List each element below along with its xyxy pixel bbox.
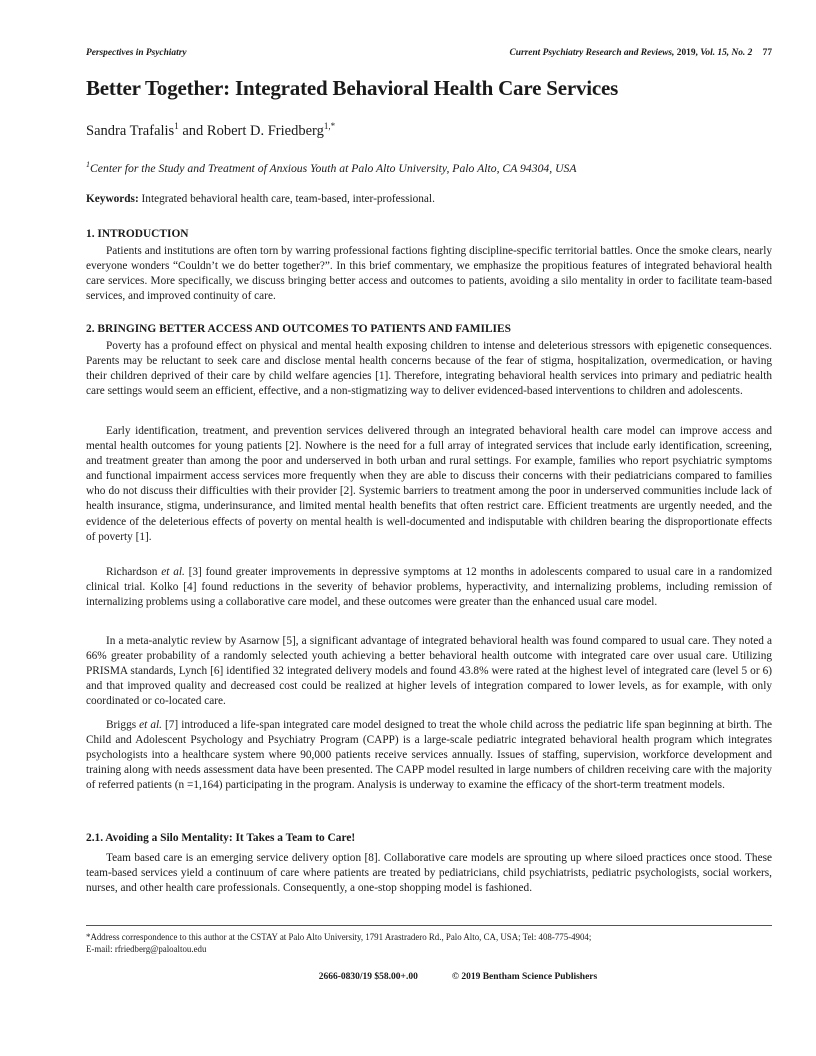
page-number: 77 [762,48,772,58]
author-name: Robert D. Friedberg [206,122,324,139]
paragraph-text: Richardson [106,566,162,578]
running-header [86,48,772,62]
affiliation [86,160,577,175]
author-list [86,121,335,140]
correspondence-footnote [86,931,772,955]
paragraph: In a meta-analytic review by Asarnow [5], a significant advantage of integrated behavioral health was found compared to usual care. They noted a 66% greater probability of a randomly selected youth achieving a better behavioral health outcome with integrated care over usual care. Utilizing PRISMA standards, Lynch [6] identified 32 integrated delivery models and found 43.8% were rated at the highest level of integrated care (level 5 or 6) and that improved quality and decreased cost could be realized at higher levels of integration compared to lower levels, as for example, with only coordinated or co-located care. [86,635,772,708]
author-affiliation-marker: 1,* [323,121,336,131]
paragraph-text: [3] found greater improvements in depressive symptoms at 12 months in adolescents compared to usual care in a randomized clinical trial. Kolko [4] found reductions in the severity of behavior problems, hyperactivity, and internalizing problems, including remission of internalizing problems using a collaborative care model, and these outcomes were greater than the enhanced usual care model. [86,566,772,609]
journal-volume: Vol. 15, No. 2 [700,48,753,58]
paragraph [86,718,772,793]
paragraph: Poverty has a profound effect on physical and mental health exposing children to intense and deleterious stressors with epigenetic consequences. Parents may be reluctant to seek care and disclose mental health concerns because of the fear of stigma, hospitalization, overmedication, or having their children deprived of their care by child welfare agencies [1]. Therefore, integrating behavioral health services into primary and pediatric health care settings would seem an efficient, effective, and a non-stigmatizing way to deliver evidenced-based interventions to children and adolescents. [86,340,772,398]
paragraph: Patients and institutions are often torn by warring professional factions fighting discipline-specific territorial battles. Once the smoke clears, nearly everyone wonders “Couldn’t we do better together?”. In this brief commentary, we emphasize the propitious features of integrated behavioral health care services. More specifically, we discuss bringing better access and outcomes to patients, avoiding a silo mentality in order to facilitate team-based services, and improved continuity of care. [86,245,772,303]
et-al: et al. [139,719,162,731]
paragraph-text: [7] introduced a life-span integrated care model designed to treat the whole child across the pediatric life span beginning at birth. The Child and Adolescent Psychology and Psychiatry Program (CAPP) is a large-scale pediatric integrated behavioral health program which integrates psychologists into a healthcare system where 90,000 patients receive services annually. Issues of staffing, supervision, workforce development and training along with needs assessment data have been presented. The CAPP model resulted in large numbers of children receiving care with the majority of referred patients (n =1,164) participating in the program. Analysis is underway to examine the efficacy of the short-term treatment models. [86,719,773,792]
keywords-text: Integrated behavioral health care, team-based, inter-professional. [138,193,435,205]
issn-price: 2666-0830/19 $58.00+.00 [318,972,418,982]
author-affiliation-marker: 1 [174,121,179,131]
author-connector: and [178,122,207,139]
journal-year: 2019, [676,48,698,58]
paragraph: Team based care is an emerging service delivery option [8]. Collaborative care models are sprouting up where siloed practices once stood. These team-based services yield a continuum of care where patients are treated by pediatricians, child psychiatrists, pediatric psychologists, social workers, nurses, and other health care professionals. Consequently, a one-stop shopping model is fashioned. [86,852,772,895]
section-heading-access-outcomes: 2. BRINGING BETTER ACCESS AND OUTCOMES TO PATIENTS AND FAMILIES [86,323,511,335]
paragraph-text: Briggs [106,719,140,731]
author-name: Sandra Trafalis [86,122,175,139]
journal-name: Current Psychiatry Research and Reviews, [509,48,675,58]
et-al: et al. [161,566,185,578]
affiliation-text: Center for the Study and Treatment of Anxious Youth at Palo Alto University, Palo Alto, CA 94304, USA [90,161,577,175]
footnote-address: *Address correspondence to this author at the CSTAY at Palo Alto University, 1791 Arastradero Rd., Palo Alto, CA, USA; Tel: 408-775-4904; [86,932,592,942]
footnote-divider [86,925,772,926]
article-title: Better Together: Integrated Behavioral Health Care Services [86,76,619,100]
keywords [86,193,435,205]
subsection-heading-silo-mentality: 2.1. Avoiding a Silo Mentality: It Takes a Team to Care! [86,832,356,844]
affiliation-marker: 1 [86,160,90,169]
copyright: © 2019 Bentham Science Publishers [451,972,598,982]
footnote-email: E-mail: rfriedberg@paloaltou.edu [86,944,207,954]
section-heading-introduction: 1. INTRODUCTION [86,228,189,240]
keywords-label: Keywords: [86,193,139,205]
page-footer [0,972,816,982]
paragraph: Early identification, treatment, and prevention services delivered through an integrated behavioral health care model can improve access and mental health outcomes for young patients [2]. Nowhere is the need for a full array of integrated services that include early identification, screening, and treatment greater than among the poor and underserved in both urban and rural settings. For example, families who report psychiatric symptoms and functional impairment access services more frequently when they are able to discuss their concerns with their pediatricians compared to families who do not discuss their difficulties with their provider [2]. Systemic barriers to treatment among the poor in underserved communities include lack of health insurance, stigma, underinsurance, and limited mental health benefits that often restrict care. Efficient treatments are urgently needed, and the evidence of the deleterious effects of poverty on mental health is well-documented and indisputable with children bearing the disproportionate effects of poverty [1]. [86,425,772,543]
journal-citation [510,48,772,58]
journal-section: Perspectives in Psychiatry [86,48,187,58]
paragraph [86,565,772,610]
